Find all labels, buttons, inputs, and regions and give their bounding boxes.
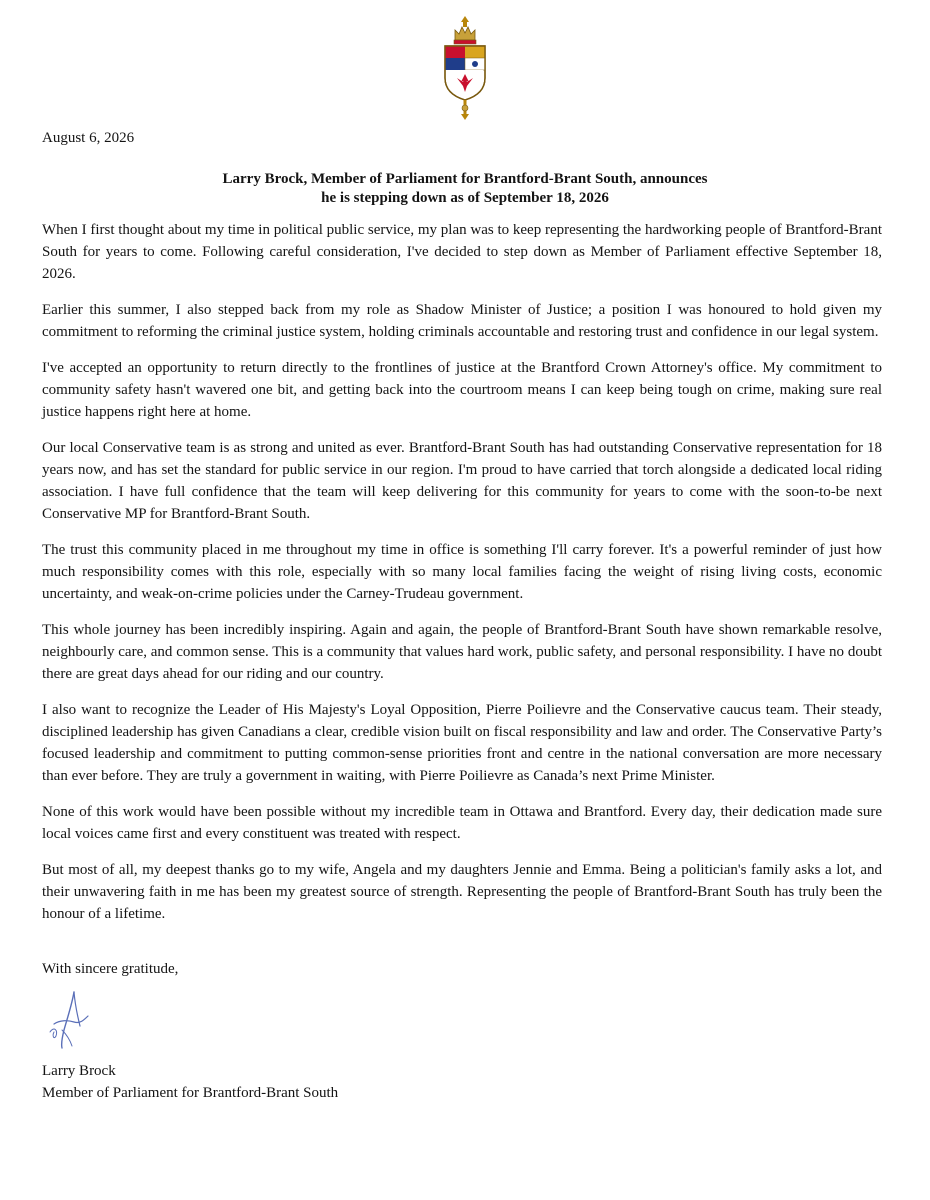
letter-closing: With sincere gratitude, — [42, 961, 179, 977]
paragraph-5: The trust this community placed in me throughout my time in office is something I'll carry forever. It's a powerful reminder of just how much responsibility comes with this role, especially with so many local families facing the weight of rising living costs, economic uncertainty, and weak-on-crime policies under the Carney-Trudeau government. — [42, 542, 882, 602]
signer-name: Larry Brock — [42, 1063, 116, 1079]
paragraph-4: Our local Conservative team is as strong and united as ever. Brantford-Brant South has had outstanding Conservative representation for 18 years now, and has set the standard for public service in our region. I'm proud to have carried that torch alongside a dedicated local riding association. I have full confidence that the team will keep delivering for this community for years to come with the soon-to-be next Conservative MP for Brantford-Brant South. — [42, 440, 882, 522]
handwritten-signature-icon — [44, 990, 104, 1050]
letter-body — [42, 219, 882, 939]
paragraph-2: Earlier this summer, I also stepped back from my role as Shadow Minister of Justice; a position I was honoured to hold given my commitment to reforming the criminal justice system, holding criminals accountable and restoring trust and confidence in our legal system. — [42, 302, 882, 340]
paragraph-3: I've accepted an opportunity to return directly to the frontlines of justice at the Brantford Crown Attorney's office. My commitment to community safety hasn't wavered one bit, and getting back into the courtroom means I can keep being tough on crime, making sure real justice happens right here at home. — [42, 360, 882, 420]
signer-block — [42, 1060, 338, 1104]
paragraph-1: When I first thought about my time in political public service, my plan was to keep representing the hardworking people of Brantford-Brant South for years to come. Following careful consideration, I've decided to step down as Member of Parliament effective September 18, 2026. — [42, 222, 882, 282]
letter-heading — [0, 170, 930, 208]
paragraph-9: But most of all, my deepest thanks go to my wife, Angela and my daughters Jennie and Emma. Being a politician's family asks a lot, and their unwavering faith in me has been my greatest source of strength. Representing the people of Brantford-Brant South has truly been the honour of a lifetime. — [42, 862, 882, 922]
paragraph-6: This whole journey has been incredibly inspiring. Again and again, the people of Brantford-Brant South have shown remarkable resolve, neighbourly care, and common sense. This is a community that values hard work, public safety, and personal responsibility. I have no doubt there are great days ahead for our riding and our country. — [42, 622, 882, 682]
parliament-mace-crest-icon — [437, 16, 493, 120]
letter-date: August 6, 2026 — [42, 130, 135, 146]
heading-line-1: Larry Brock, Member of Parliament for Brantford-Brant South, announces — [222, 171, 708, 187]
signer-title: Member of Parliament for Brantford-Brant South — [42, 1085, 339, 1101]
paragraph-7: I also want to recognize the Leader of His Majesty's Loyal Opposition, Pierre Poilievre and the Conservative caucus team. Their steady, disciplined leadership has given Canadians a clear, credible vision built on fiscal responsibility and law and order. The Conservative Party’s focused leadership and commitment to putting common-sense priorities front and centre in the national conversation are more necessary than ever before. They are truly a government in waiting, with Pierre Poilievre as Canada’s next Prime Minister. — [42, 702, 882, 784]
paragraph-8: None of this work would have been possible without my incredible team in Ottawa and Brantford. Every day, their dedication made sure local voices came first and every constituent was treated with respect. — [42, 804, 882, 842]
heading-line-2: he is stepping down as of September 18, 2026 — [321, 190, 609, 206]
